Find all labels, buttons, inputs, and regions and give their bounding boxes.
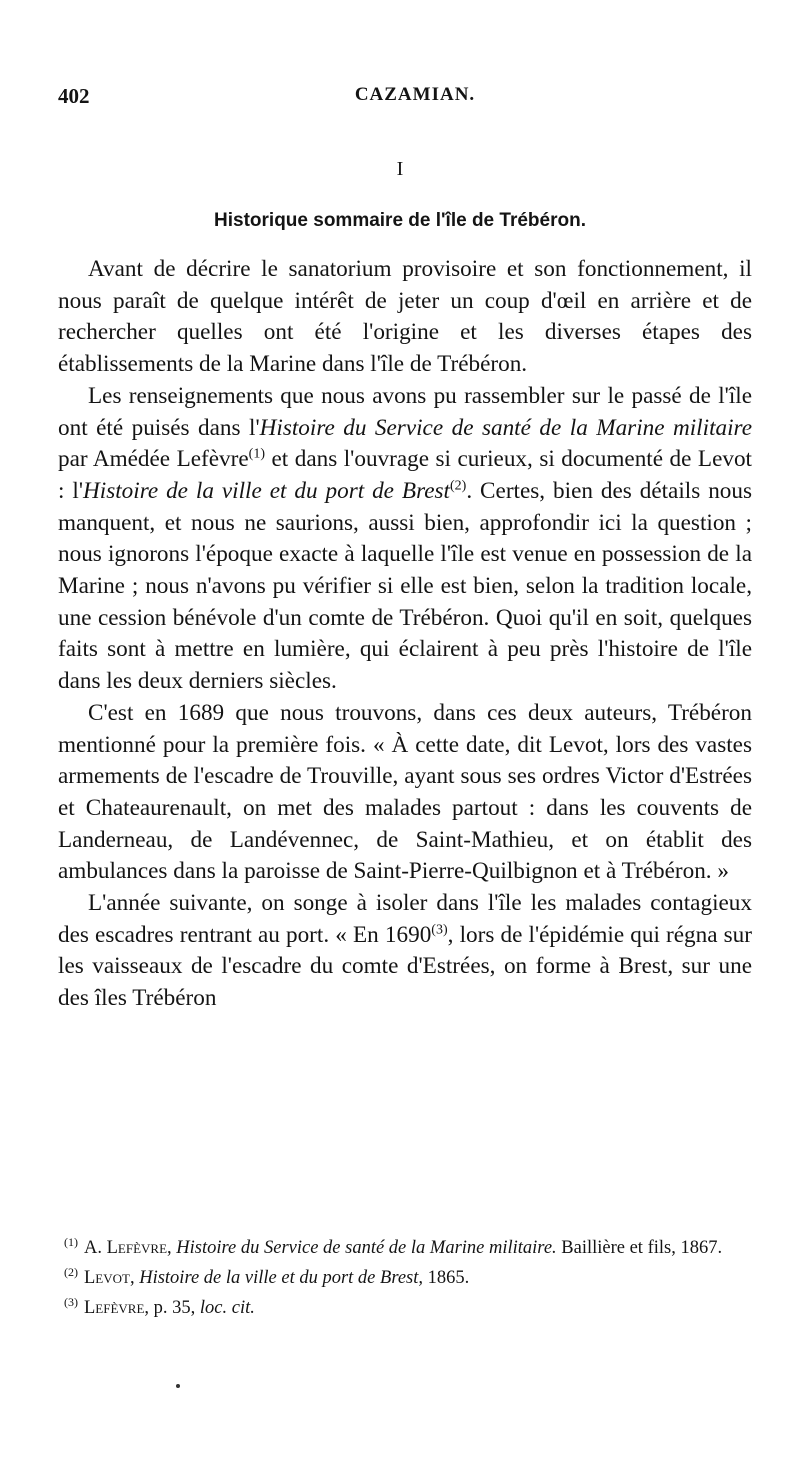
paragraph-2-text-a: Les renseignements que nous avons pu rassembler sur le passé de l'île ont été puisés dans l' bbox=[58, 382, 752, 441]
footnote-3 bbox=[58, 1293, 758, 1323]
work-title-histoire-brest: Histoire de la ville et du port de Brest bbox=[83, 477, 450, 504]
footnote-title: Histoire de la ville et du port de Brest, bbox=[139, 1268, 424, 1288]
footnote-separator: , bbox=[167, 1238, 177, 1258]
footnote-title: Histoire du Service de santé de la Marine militaire. bbox=[176, 1238, 557, 1258]
paragraph-2-text-b: par Amédée Lefèvre bbox=[58, 446, 249, 473]
footnote-mark: (2) bbox=[64, 1264, 78, 1279]
paragraph-2 bbox=[58, 381, 752, 698]
footnote-rest: 1865. bbox=[423, 1268, 470, 1288]
footnote-author: A. Lefèvre bbox=[84, 1238, 168, 1258]
work-title-histoire-service-sante: Histoire du Service de santé de la Marine militaire bbox=[259, 414, 752, 441]
footnote-separator: , p. 35, bbox=[144, 1298, 200, 1318]
footnote-rest: Baillière et fils, 1867. bbox=[556, 1238, 723, 1258]
footnote-ref-1[interactable]: (1) bbox=[248, 446, 265, 462]
footnote-title: loc. cit. bbox=[199, 1298, 255, 1318]
footnote-ref-2[interactable]: (2) bbox=[450, 478, 467, 494]
section-heading: Historique sommaire de l'île de Trébéron. bbox=[214, 210, 586, 231]
paragraph-4-text-a: L'année suivante, on songe à isoler dans l'île les malades contagieux des escadres rentrant au port. « En 1690 bbox=[58, 890, 752, 948]
footnote-author: Lefèvre bbox=[84, 1298, 145, 1318]
paragraph-4-text-b: , lors de l'épidémie qui régna sur les vaisseaux de l'escadre du comte d'Estrées, on forme à Brest, sur une des îles Trébéron bbox=[58, 921, 752, 1012]
page-number: 402 bbox=[58, 84, 90, 108]
footnote-2 bbox=[58, 1263, 758, 1293]
footnote-mark: (1) bbox=[64, 1234, 78, 1249]
footnote-1 bbox=[58, 1233, 758, 1263]
paragraph-3: C'est en 1689 que nous trouvons, dans ces deux auteurs, Trébéron mentionné pour la première fois. « À cette date, dit Levot, lors des vastes armements de l'escadre de Trouville, ayant sous ses ordres Victor d'Estrées et Chateaurenault, on met des malades partout : dans les couvents de Landerneau, de Landévennec, de Saint-Mathieu, et on établit des ambulances dans la paroisse de Saint-Pierre-Quilbignon et à Trébéron. » bbox=[58, 699, 752, 885]
footnote-ref-3[interactable]: (3) bbox=[431, 922, 448, 938]
paragraph-4 bbox=[58, 888, 752, 1015]
footnote-separator: , bbox=[129, 1268, 140, 1288]
footnotes bbox=[58, 1233, 758, 1323]
ink-speck bbox=[176, 1384, 180, 1388]
footnote-mark: (3) bbox=[64, 1294, 78, 1309]
running-title: CAZAMIAN. bbox=[354, 84, 476, 105]
running-head bbox=[58, 84, 772, 114]
footnote-author: Levot bbox=[84, 1268, 130, 1288]
paragraph-1: Avant de décrire le sanatorium provisoire et son fonctionnement, il nous paraît de quelque intérêt de jeter un coup d'œil en arrière et de rechercher quelles ont été l'origine et les diverses étapes des établissements de la Marine dans l'île de Trébéron. bbox=[58, 256, 752, 378]
body-text bbox=[58, 254, 752, 1015]
paragraph-2-text-d: . Certes, bien des détails nous manquent, et nous ne saurions, aussi bien, approfondir ici la question ; nous ignorons l'époque exacte à laquelle l'île est venue en possession de la Marine ; nous n'avons pu vérifier si elle est bien, selon la tradition locale, une cession bénévole d'un comte de Trébéron. Quoi qu'il en soit, quelques faits sont à mettre en lumière, qui éclairent à peu près l'histoire de l'île dans les deux derniers siècles. bbox=[58, 477, 752, 695]
section-number: I bbox=[396, 158, 404, 180]
paragraph-2-text-c: et dans l'ouvrage si curieux, si documenté de Levot : l' bbox=[58, 446, 752, 504]
